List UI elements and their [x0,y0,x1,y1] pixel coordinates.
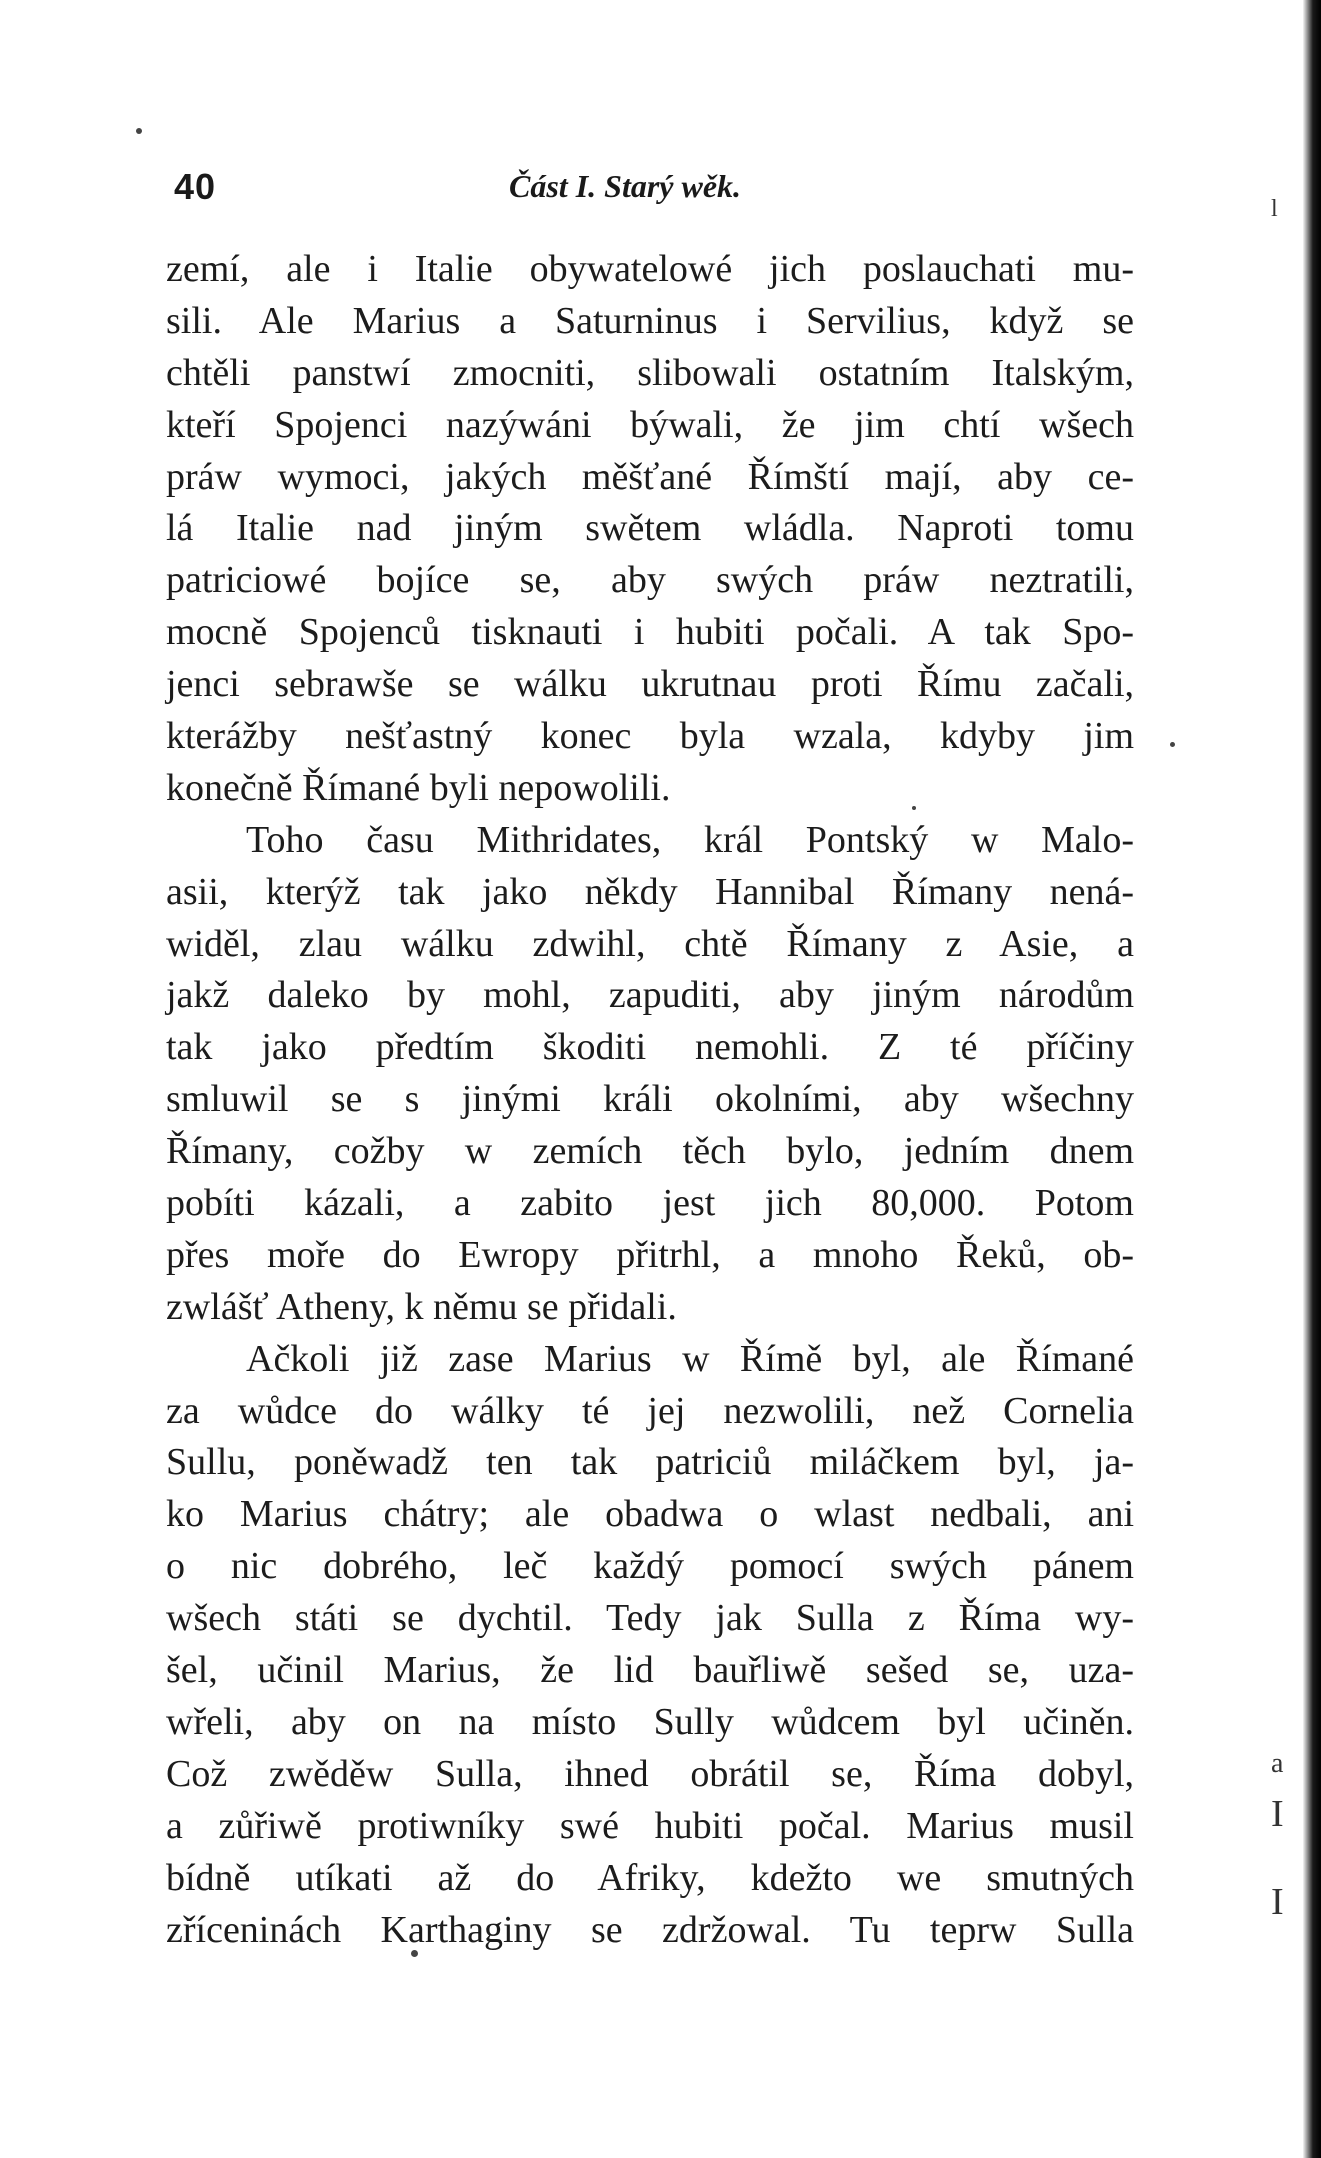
text-line: mocně Spojenců tisknauti i hubiti počali. A tak Spo- [166,611,1134,654]
margin-fragment: I [1271,1793,1284,1835]
text-line: o nic dobrého, leč každý pomocí swých pánem [166,1545,1134,1588]
text-line: patriciowé bojíce se, aby swých práw neztratili, [166,559,1134,602]
text-line: ko Marius chátry; ale obadwa o wlast nedbali, ani [166,1493,1134,1536]
text-line: sili. Ale Marius a Saturninus i Servilius, když se [166,299,1134,342]
ink-speck [1170,742,1175,747]
margin-fragment: a [1271,1748,1284,1779]
text-line: Toho času Mithridates, král Pontský w Malo- [246,818,1134,861]
text-line: Což zwěděw Sulla, ihned obrátil se, Říma dobyl, [166,1752,1134,1795]
text-line: zříceninách Karthaginy se zdržowal. Tu teprw Sulla [166,1908,1134,1951]
text-line: widěl, zlau wálku zdwihl, chtě Římany z Asie, a [166,922,1134,965]
text-line: konečně Římané byli nepowolili. [166,766,671,809]
text-line: zemí, ale i Italie obywatelowé jich poslauchati mu- [166,248,1134,290]
adjacent-page-edge [1263,0,1303,2158]
text-line: Sullu, poněwadž ten tak patriciů miláčkem byl, ja- [166,1441,1134,1484]
text-line: lá Italie nad jiným swětem wládla. Naproti tomu [166,507,1134,550]
text-line: práw wymoci, jakých měšťané Římští mají, aby ce- [166,455,1134,498]
text-line: chtěli panstwí zmocniti, slibowali ostatním Italským, [166,351,1134,394]
margin-fragment: l [1271,196,1278,222]
text-line: a zůřiwě protiwníky swé hubiti počal. Marius musil [166,1804,1134,1847]
text-line: za wůdce do wálky té jej nezwolili, než Cornelia [166,1389,1134,1432]
running-head: Část I. Starý wěk. [509,168,742,204]
text-line: zwlášť Atheny, k němu se přidali. [166,1285,677,1328]
text-line: bídně utíkati až do Afriky, kdežto we smutných [166,1856,1134,1899]
ink-speck [136,128,142,134]
margin-fragment: I [1271,1881,1284,1923]
text-line: asii, kterýž tak jako někdy Hannibal Římany nená- [166,870,1134,913]
body-text [166,244,1134,1956]
text-line: tak jako předtím škoditi nemohli. Z té příčiny [166,1026,1134,1069]
page-edge-shadow [1303,0,1321,2158]
page-header [174,166,1134,216]
text-line: přes moře do Ewropy přitrhl, a mnoho Řeků, ob- [166,1233,1134,1276]
text-line: Ačkoli již zase Marius w Římě byl, ale Římané [246,1337,1134,1380]
page-number: 40 [174,166,217,207]
text-line: smluwil se s jinými králi okolními, aby wšechny [166,1078,1134,1121]
text-line: kterážby nešťastný konec byla wzala, kdyby jim [166,715,1134,758]
text-line: jakž daleko by mohl, zapuditi, aby jiným národům [166,974,1134,1017]
text-line: pobíti kázali, a zabito jest jich 80,000. Potom [166,1182,1134,1225]
text-line: kteří Spojenci nazýwáni býwali, že jim chtí wšech [166,403,1134,446]
text-line: šel, učinil Marius, že lid bauřliwě sešed se, uza- [166,1649,1134,1692]
text-line: jenci sebrawše se wálku ukrutnau proti Římu začali, [166,663,1134,706]
text-line: wšech státi se dychtil. Tedy jak Sulla z Říma wy- [166,1597,1134,1640]
text-line: wřeli, aby on na místo Sully wůdcem byl učiněn. [166,1700,1134,1743]
text-line: Římany, cožby w zemích těch bylo, jedním dnem [166,1130,1134,1173]
